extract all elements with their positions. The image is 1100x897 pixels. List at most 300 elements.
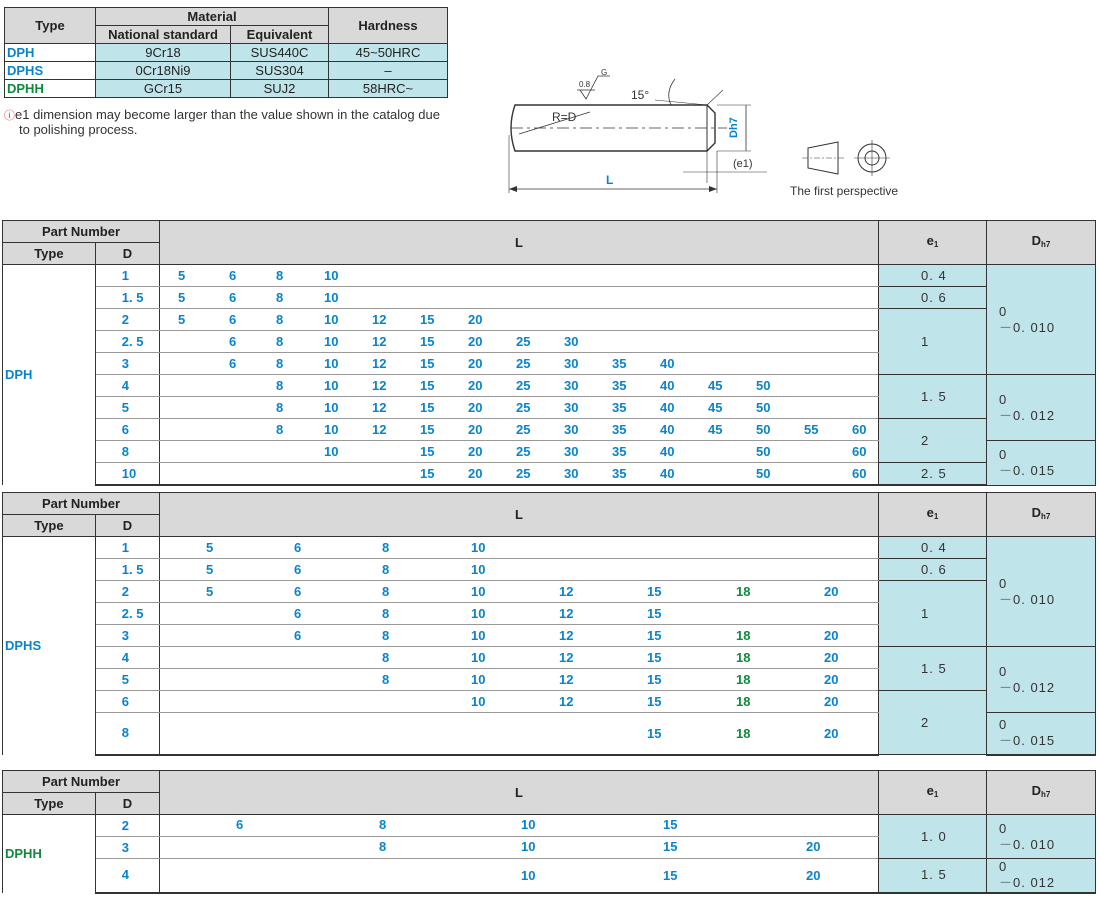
length-value: 30 [564, 333, 579, 349]
length-value: 35 [612, 377, 627, 393]
diameter-cell: 1. 5 [95, 287, 159, 309]
length-value: 8 [276, 421, 284, 437]
length-value: 12 [559, 650, 574, 665]
length-value: 12 [372, 311, 387, 327]
length-value: 30 [564, 443, 579, 459]
length-value: 60 [852, 443, 867, 459]
e1-cell: 0. 6 [879, 287, 987, 309]
dh7-header [987, 771, 1096, 815]
length-value: 55 [804, 421, 819, 437]
dh7-lower: －0. 015 [999, 733, 1056, 749]
length-value: 12 [559, 628, 574, 643]
e1-cell: 0. 6 [879, 559, 987, 581]
dh7-lower: －0. 015 [999, 462, 1056, 478]
diameter-cell: 2 [95, 581, 159, 603]
length-value: 18 [736, 628, 751, 643]
length-value: 15 [647, 650, 662, 665]
e1-header-sub: 1 [933, 239, 939, 249]
dphh-spec-table [2, 770, 1096, 894]
diameter-cell: 8 [95, 441, 159, 463]
length-value: 10 [324, 333, 339, 349]
length-cell [160, 265, 879, 287]
length-value: 30 [564, 465, 579, 481]
material-national: 9Cr18 [96, 44, 231, 62]
l-header: L [160, 493, 879, 537]
e1-cell: 2 [879, 419, 987, 463]
table-row [3, 309, 1096, 331]
e1-cell: 2. 5 [879, 463, 987, 486]
length-value: 8 [276, 399, 284, 415]
length-value: 40 [660, 421, 675, 437]
length-value: 10 [324, 421, 339, 437]
material-hardness: 45~50HRC [329, 44, 448, 62]
length-value: 10 [521, 868, 536, 883]
length-value: 25 [516, 465, 531, 481]
dh7-tolerance-cell [987, 815, 1096, 859]
length-value: 35 [612, 399, 627, 415]
length-value: 15 [647, 694, 662, 709]
l-header: L [160, 771, 879, 815]
e1-header [879, 771, 987, 815]
length-cell [160, 397, 879, 419]
first-perspective-icon [800, 138, 900, 182]
e1-cell: 1. 5 [879, 647, 987, 691]
length-value: 15 [647, 628, 662, 643]
length-value: 30 [564, 377, 579, 393]
length-value: 8 [276, 355, 284, 371]
diameter-cell: 1 [95, 537, 159, 559]
length-value: 8 [382, 672, 390, 687]
dh7-lower: －0. 010 [999, 591, 1056, 607]
length-cell [160, 537, 879, 559]
table-row [3, 463, 1096, 486]
length-value: 30 [564, 399, 579, 415]
length-value: 8 [379, 817, 387, 832]
type-header: Type [3, 243, 96, 265]
e1-cell: 0. 4 [879, 265, 987, 287]
length-value: 12 [559, 694, 574, 709]
dh7-header-label: D [1031, 782, 1042, 798]
length-value: 60 [852, 465, 867, 481]
length-cell [160, 691, 879, 713]
length-value: 20 [468, 399, 483, 415]
material-header: Material [96, 8, 329, 26]
length-value: 35 [612, 355, 627, 371]
length-value: 10 [471, 584, 486, 599]
length-cell [160, 309, 879, 331]
dh7-lower: －0. 012 [999, 407, 1056, 423]
length-value: 10 [324, 443, 339, 459]
material-table [4, 7, 448, 98]
length-value: 50 [756, 465, 771, 481]
length-value: 10 [471, 650, 486, 665]
e1-header-label: e [926, 232, 934, 248]
length-cell [160, 625, 879, 647]
length-value: 6 [229, 333, 237, 349]
diameter-cell: 4 [95, 375, 159, 397]
dh7-header-label: D [1031, 504, 1042, 520]
length-value: 30 [564, 355, 579, 371]
length-value: 20 [468, 421, 483, 437]
length-value: 12 [372, 355, 387, 371]
dh7-upper: 0 [999, 575, 1008, 591]
diameter-cell: 4 [95, 647, 159, 669]
length-value: 10 [324, 355, 339, 371]
length-value: 10 [471, 628, 486, 643]
length-value: 18 [736, 726, 751, 741]
length-value: 10 [471, 606, 486, 621]
type-header: Type [3, 793, 96, 815]
dh7-lower: －0. 012 [999, 875, 1056, 891]
e1-header-label: e [926, 504, 934, 520]
e1-header-sub: 1 [933, 511, 939, 521]
table-row [3, 559, 1096, 581]
dh7-upper: 0 [999, 717, 1008, 733]
length-value: 18 [736, 694, 751, 709]
length-value: 6 [229, 267, 237, 283]
length-value: 50 [756, 421, 771, 437]
e1-cell: 1 [879, 309, 987, 375]
length-value: 6 [294, 584, 302, 599]
length-value: 5 [206, 540, 214, 555]
length-value: 6 [236, 817, 244, 832]
dh7-upper: 0 [999, 663, 1008, 679]
length-value: 10 [324, 311, 339, 327]
length-value: 45 [708, 421, 723, 437]
material-equivalent: SUJ2 [231, 80, 329, 98]
length-value: 15 [420, 333, 435, 349]
length-value: 12 [559, 672, 574, 687]
length-cell [160, 837, 879, 859]
diameter-cell: 3 [95, 353, 159, 375]
dh7-tolerance-cell [987, 265, 1096, 375]
header-row [3, 221, 1096, 243]
length-value: 10 [324, 399, 339, 415]
table-row [3, 287, 1096, 309]
l-header: L [160, 221, 879, 265]
length-label: L [606, 173, 614, 187]
length-cell [160, 353, 879, 375]
material-equivalent: SUS440C [231, 44, 329, 62]
length-value: 6 [229, 355, 237, 371]
dh7-upper: 0 [999, 820, 1008, 836]
length-value: 10 [324, 377, 339, 393]
length-value: 20 [824, 584, 839, 599]
e1-cell: 0. 4 [879, 537, 987, 559]
length-cell [160, 859, 879, 893]
table-row [3, 815, 1096, 837]
length-value: 20 [468, 443, 483, 459]
length-value: 18 [736, 672, 751, 687]
length-value: 35 [612, 465, 627, 481]
length-value: 15 [647, 606, 662, 621]
length-value: 10 [471, 540, 486, 555]
type-cell: DPHH [3, 815, 96, 893]
table-row [3, 581, 1096, 603]
length-value: 15 [420, 443, 435, 459]
diameter-cell: 1. 5 [95, 559, 159, 581]
length-value: 12 [559, 584, 574, 599]
type-header: Type [5, 8, 96, 44]
length-value: 35 [612, 443, 627, 459]
length-value: 20 [468, 355, 483, 371]
first-perspective-label: The first perspective [790, 184, 899, 198]
length-value: 40 [660, 355, 675, 371]
length-cell [160, 581, 879, 603]
length-value: 10 [521, 817, 536, 832]
part-number-header: Part Number [3, 493, 160, 515]
length-cell [160, 287, 879, 309]
e1-cell: 2 [879, 691, 987, 755]
length-value: 25 [516, 355, 531, 371]
diameter-cell: 3 [95, 837, 159, 859]
length-cell [160, 713, 879, 755]
part-number-header: Part Number [3, 771, 160, 793]
length-value: 20 [824, 628, 839, 643]
dh7-upper: 0 [999, 391, 1008, 407]
material-type: DPHH [5, 80, 96, 98]
dh7-lower: －0. 010 [999, 319, 1056, 335]
length-cell [160, 669, 879, 691]
hardness-header: Hardness [329, 8, 448, 44]
length-value: 15 [420, 377, 435, 393]
length-value: 20 [468, 333, 483, 349]
material-national: 0Cr18Ni9 [96, 62, 231, 80]
length-cell [160, 419, 879, 441]
length-value: 8 [382, 628, 390, 643]
e1-cell: 1. 5 [879, 859, 987, 893]
table-row [3, 859, 1096, 893]
table-row [3, 375, 1096, 397]
length-value: 12 [559, 606, 574, 621]
material-row [5, 80, 448, 98]
length-value: 50 [756, 377, 771, 393]
length-value: 40 [660, 377, 675, 393]
dh7-tolerance-cell [987, 859, 1096, 893]
length-value: 8 [382, 584, 390, 599]
length-value: 25 [516, 421, 531, 437]
length-value: 8 [382, 606, 390, 621]
dh7-header-sub: h7 [1041, 789, 1051, 799]
length-value: 20 [468, 377, 483, 393]
length-value: 15 [420, 421, 435, 437]
length-value: 6 [294, 606, 302, 621]
length-cell [160, 647, 879, 669]
length-value: 8 [276, 267, 284, 283]
table-row [3, 265, 1096, 287]
length-value: 40 [660, 443, 675, 459]
length-value: 25 [516, 443, 531, 459]
length-value: 60 [852, 421, 867, 437]
length-value: 15 [663, 817, 678, 832]
dowel-pin-drawing [495, 68, 785, 193]
e1-header-sub: 1 [933, 789, 939, 799]
diameter-cell: 2. 5 [95, 331, 159, 353]
material-type: DPH [5, 44, 96, 62]
length-value: 8 [276, 333, 284, 349]
dh7-lower: －0. 012 [999, 679, 1056, 695]
length-value: 8 [382, 540, 390, 555]
length-value: 6 [229, 311, 237, 327]
diameter-cell: 10 [95, 463, 159, 486]
material-hardness: – [329, 62, 448, 80]
warning-icon: ⓘ [4, 110, 15, 122]
chamfer-angle: 15° [631, 88, 650, 102]
type-cell: DPH [3, 265, 96, 486]
dh7-tolerance-cell [987, 647, 1096, 713]
length-value: 10 [324, 289, 339, 305]
dh7-tolerance-cell [987, 375, 1096, 441]
length-value: 12 [372, 333, 387, 349]
type-cell: DPHS [3, 537, 96, 755]
e1-header [879, 221, 987, 265]
length-value: 5 [178, 311, 186, 327]
diameter-cell: 5 [95, 397, 159, 419]
length-value: 20 [806, 868, 821, 883]
length-value: 15 [663, 839, 678, 854]
dh7-tolerance-cell [987, 713, 1096, 755]
diameter-cell: 5 [95, 669, 159, 691]
length-value: 5 [206, 562, 214, 577]
dh7-upper: 0 [999, 446, 1008, 462]
length-value: 50 [756, 443, 771, 459]
length-value: 30 [564, 421, 579, 437]
length-cell [160, 603, 879, 625]
dh7-tolerance-cell [987, 537, 1096, 647]
length-value: 6 [294, 540, 302, 555]
dh7-header [987, 221, 1096, 265]
dh7-upper: 0 [999, 303, 1008, 319]
material-row [5, 44, 448, 62]
diameter-cell: 8 [95, 713, 159, 755]
diameter-cell: 2. 5 [95, 603, 159, 625]
material-hardness: 58HRC~ [329, 80, 448, 98]
e1-cell: 1. 0 [879, 815, 987, 859]
length-value: 8 [276, 289, 284, 305]
e1-header-label: e [926, 782, 934, 798]
length-value: 20 [806, 839, 821, 854]
length-cell [160, 375, 879, 397]
diameter-cell: 2 [95, 815, 159, 837]
length-value: 25 [516, 377, 531, 393]
length-value: 15 [420, 355, 435, 371]
dh7-header [987, 493, 1096, 537]
length-value: 15 [420, 399, 435, 415]
table-row [3, 691, 1096, 713]
dh7-label: Dh7 [728, 117, 740, 138]
length-value: 8 [382, 562, 390, 577]
diameter-cell: 6 [95, 419, 159, 441]
dh7-header-label: D [1031, 232, 1042, 248]
length-value: 15 [647, 726, 662, 741]
length-value: 6 [229, 289, 237, 305]
length-value: 45 [708, 377, 723, 393]
table-row [3, 537, 1096, 559]
length-value: 6 [294, 562, 302, 577]
dh7-lower: －0. 010 [999, 836, 1056, 852]
length-value: 40 [660, 465, 675, 481]
length-value: 15 [420, 311, 435, 327]
e1-cell: 1 [879, 581, 987, 647]
dphs-spec-table [2, 492, 1096, 756]
diameter-cell: 2 [95, 309, 159, 331]
length-value: 20 [824, 694, 839, 709]
length-value: 20 [824, 650, 839, 665]
length-value: 10 [324, 267, 339, 283]
d-header: D [95, 515, 159, 537]
diameter-cell: 1 [95, 265, 159, 287]
length-value: 40 [660, 399, 675, 415]
length-value: 15 [647, 672, 662, 687]
roughness-g: G [601, 68, 608, 77]
length-value: 15 [647, 584, 662, 599]
diameter-cell: 3 [95, 625, 159, 647]
length-value: 5 [206, 584, 214, 599]
e1-label: (e1) [733, 158, 753, 170]
material-national: GCr15 [96, 80, 231, 98]
roughness-value: 0.8 [579, 80, 591, 89]
length-value: 20 [824, 726, 839, 741]
length-value: 18 [736, 650, 751, 665]
length-value: 6 [294, 628, 302, 643]
length-value: 8 [382, 650, 390, 665]
dh7-header-sub: h7 [1041, 239, 1051, 249]
e1-header [879, 493, 987, 537]
header-row [3, 771, 1096, 793]
length-value: 15 [420, 465, 435, 481]
length-value: 15 [663, 868, 678, 883]
polishing-note [4, 108, 464, 137]
length-value: 20 [468, 311, 483, 327]
diameter-cell: 6 [95, 691, 159, 713]
length-value: 45 [708, 399, 723, 415]
dph-spec-table [2, 220, 1096, 486]
header-row [3, 493, 1096, 515]
d-header: D [95, 243, 159, 265]
length-value: 20 [824, 672, 839, 687]
dh7-header-sub: h7 [1041, 511, 1051, 521]
length-value: 12 [372, 421, 387, 437]
length-value: 20 [468, 465, 483, 481]
length-cell [160, 559, 879, 581]
note-line-2: to polishing process. [19, 122, 138, 137]
type-header: Type [3, 515, 96, 537]
material-type: DPHS [5, 62, 96, 80]
length-value: 35 [612, 421, 627, 437]
material-equivalent: SUS304 [231, 62, 329, 80]
table-row [3, 647, 1096, 669]
dh7-upper: 0 [999, 859, 1008, 875]
length-cell [160, 815, 879, 837]
length-value: 10 [471, 672, 486, 687]
length-value: 12 [372, 399, 387, 415]
radius-label: R=D [552, 110, 577, 124]
length-value: 5 [178, 289, 186, 305]
length-value: 8 [276, 377, 284, 393]
length-value: 25 [516, 333, 531, 349]
material-row [5, 62, 448, 80]
length-cell [160, 331, 879, 353]
length-value: 12 [372, 377, 387, 393]
diameter-cell: 4 [95, 859, 159, 893]
length-value: 10 [471, 694, 486, 709]
length-value: 10 [471, 562, 486, 577]
length-cell [160, 441, 879, 463]
length-value: 18 [736, 584, 751, 599]
length-value: 25 [516, 399, 531, 415]
dh7-tolerance-cell [987, 441, 1096, 486]
length-value: 10 [521, 839, 536, 854]
